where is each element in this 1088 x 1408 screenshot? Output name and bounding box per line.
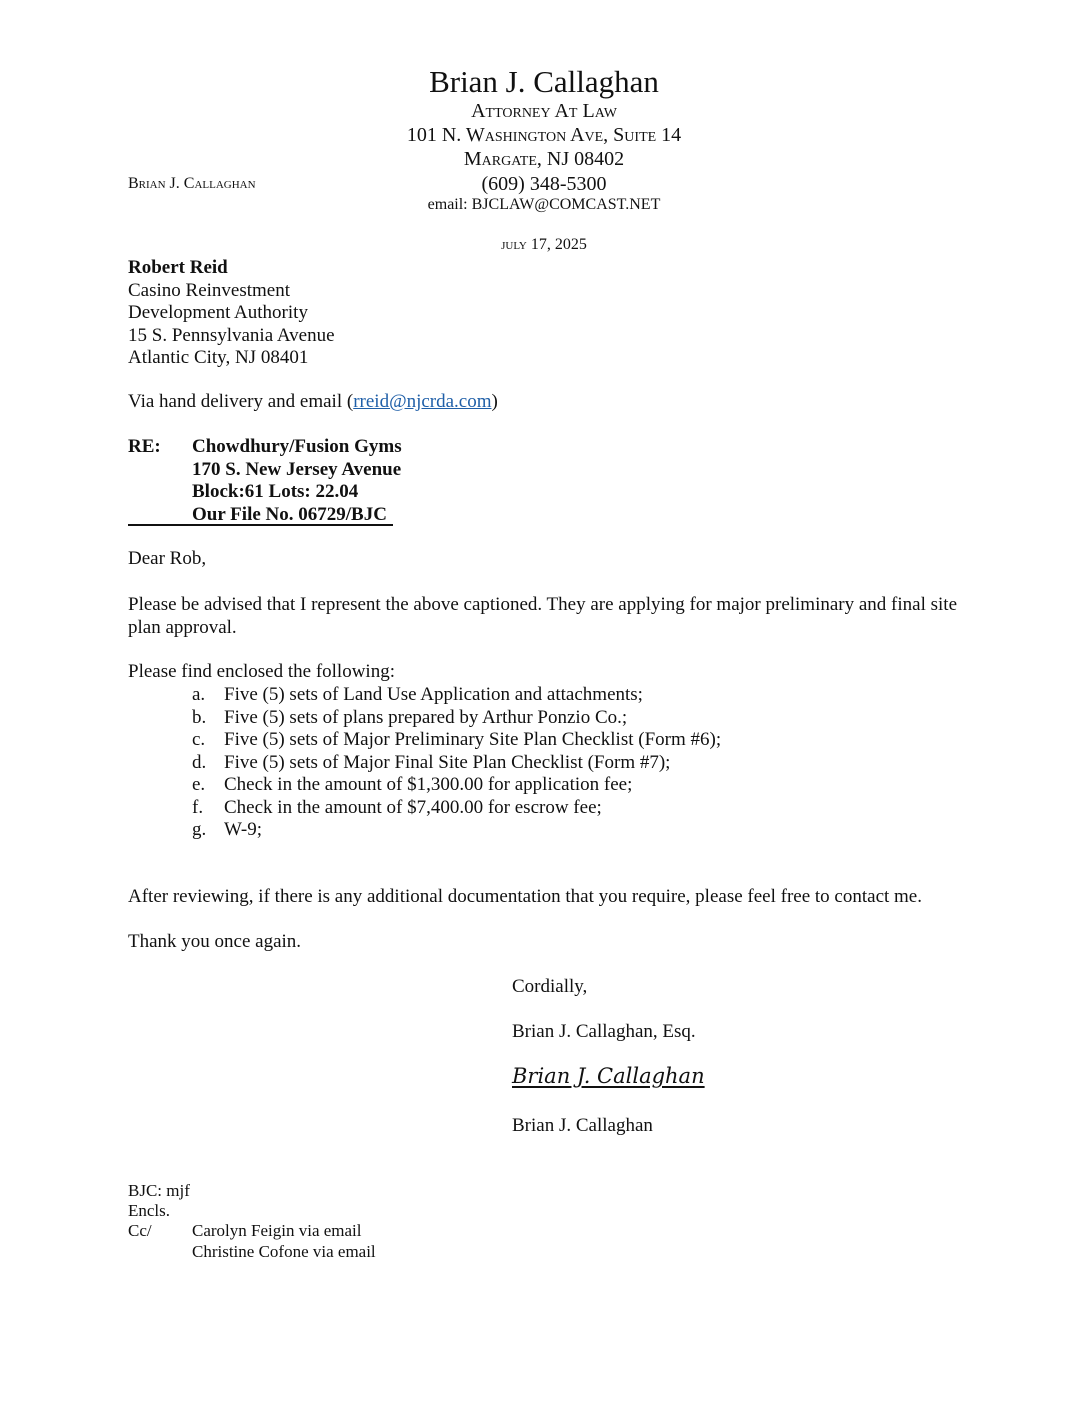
body-paragraph-1: Please be advised that I represent the above captioned. They are applying for major preliminary and final site plan approval. <box>128 594 958 638</box>
enclosure-text: Five (5) sets of Land Use Application and attachments; <box>224 684 643 705</box>
delivery-line <box>128 391 498 414</box>
letterhead-phone: (609) 348-5300 <box>481 173 607 195</box>
enclosure-letter: f. <box>192 796 204 818</box>
recipient-block <box>128 257 335 370</box>
enclosure-item <box>192 774 721 797</box>
delivery-prefix: Via hand delivery and email ( <box>128 391 354 412</box>
enclosure-letter: c. <box>192 729 206 750</box>
delivery-suffix: ) <box>491 391 498 412</box>
enclosure-item <box>192 684 721 707</box>
enclosure-item <box>192 707 721 730</box>
enclosures-intro: Please find enclosed the following: <box>128 661 395 682</box>
enclosure-letter: b. <box>192 706 207 728</box>
letterhead-address-line1: 101 N. Washington Ave, Suite 14 <box>406 124 682 146</box>
cc-list <box>192 1221 376 1262</box>
enclosure-item <box>192 819 721 842</box>
re-line-file-number: Our File No. 06729/BJC <box>192 503 387 525</box>
recipient-email-link[interactable]: rreid@njcrda.com <box>353 391 492 412</box>
enclosure-text: Five (5) sets of plans prepared by Arthur Ponzio Co.; <box>224 706 628 728</box>
re-line: Chowdhury/Fusion Gyms <box>192 436 402 457</box>
signature-image: Brian J. Callaghan <box>512 1064 705 1088</box>
recipient-line: 15 S. Pennsylvania Avenue <box>128 324 335 346</box>
enclosure-text: W-9; <box>224 819 262 840</box>
cc-recipient: Carolyn Feigin via email <box>192 1221 362 1240</box>
enclosure-letter: g. <box>192 819 207 840</box>
enclosures-list <box>192 684 721 842</box>
letter-date: july 17, 2025 <box>501 236 587 253</box>
letterhead-name: Brian J. Callaghan <box>429 64 659 99</box>
enclosure-letter: d. <box>192 751 207 773</box>
enclosure-text: Five (5) sets of Major Final Site Plan Checklist (Form #7); <box>224 751 671 773</box>
valediction: Cordially, <box>512 976 588 997</box>
cc-recipient: Christine Cofone via email <box>192 1241 376 1261</box>
re-underline-divider <box>128 524 393 526</box>
re-line: 170 S. New Jersey Avenue <box>192 458 402 480</box>
letterhead-address-line2: Margate, NJ 08402 <box>463 148 625 170</box>
signer-esq: Brian J. Callaghan, Esq. <box>512 1021 696 1042</box>
enclosure-text: Five (5) sets of Major Preliminary Site Plan Checklist (Form #6); <box>224 729 722 750</box>
typist-initials: BJC: mjf <box>128 1181 190 1200</box>
recipient-line: Casino Reinvestment <box>128 279 291 301</box>
salutation: Dear Rob, <box>128 548 207 569</box>
enclosure-text: Check in the amount of $1,300.00 for application fee; <box>224 774 633 795</box>
re-line: Block:61 Lots: 22.04 <box>192 481 359 502</box>
recipient-line: Development Authority <box>128 302 308 323</box>
enclosure-letter: a. <box>192 684 206 705</box>
letterhead-email: email: BJCLAW@COMCAST.NET <box>427 196 661 213</box>
cc-label: Cc/ <box>128 1221 152 1240</box>
re-label: RE: <box>128 436 161 457</box>
enclosure-item <box>192 752 721 775</box>
enclosure-letter: e. <box>192 774 206 795</box>
body-paragraph-2: After reviewing, if there is any additional documentation that you require, please feel free to contact me. <box>128 886 922 907</box>
enclosure-item <box>192 797 721 820</box>
letterhead-left-name: Brian J. Callaghan <box>128 175 256 192</box>
signer-name: Brian J. Callaghan <box>512 1115 653 1136</box>
enclosures-notation: Encls. <box>128 1201 171 1220</box>
re-subject-block <box>192 436 402 526</box>
enclosure-item <box>192 729 721 752</box>
thanks-line: Thank you once again. <box>128 931 302 952</box>
recipient-line: Atlantic City, NJ 08401 <box>128 347 309 368</box>
letterhead-title: Attorney At Law <box>471 100 617 122</box>
recipient-name: Robert Reid <box>128 257 228 278</box>
enclosure-text: Check in the amount of $7,400.00 for escrow fee; <box>224 796 602 818</box>
